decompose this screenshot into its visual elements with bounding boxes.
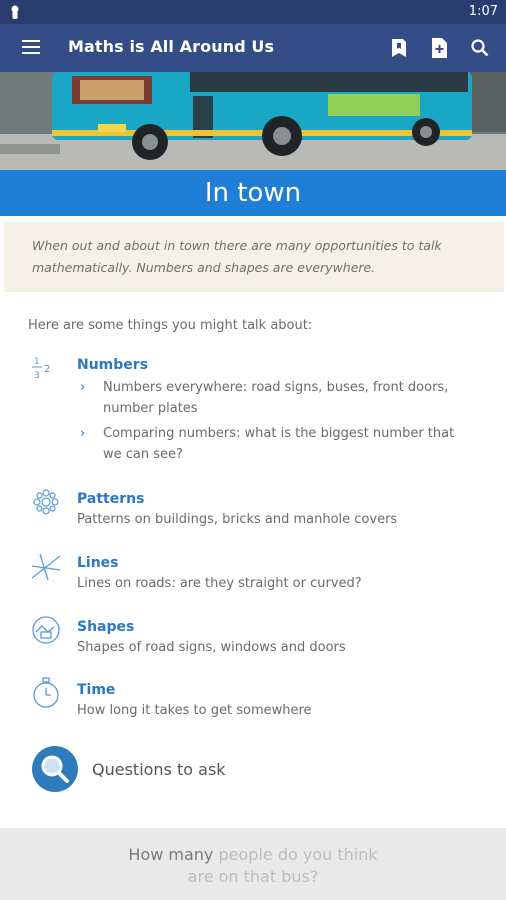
numbers-title[interactable]: Numbers <box>77 357 149 373</box>
patterns-text: Patterns on buildings, bricks and manhole covers <box>77 512 398 527</box>
time-title[interactable]: Time <box>77 682 116 698</box>
fraction-icon <box>30 354 56 384</box>
hero-image <box>0 72 506 170</box>
chevron-right-icon: › <box>80 380 86 395</box>
bookmark-icon[interactable] <box>387 36 411 60</box>
page-heading: In town <box>0 170 506 216</box>
add-page-icon[interactable] <box>427 36 451 60</box>
bus-photo <box>0 72 506 170</box>
questions-label: Questions to ask <box>92 760 226 779</box>
intro-text: When out and about in town there are many opportunities to talk mathematically. Numbers and shapes are everywhere. <box>32 238 442 275</box>
menu-icon[interactable] <box>22 40 40 54</box>
patterns-title[interactable]: Patterns <box>77 491 145 507</box>
lock-icon <box>9 4 21 20</box>
status-time: 1:07 <box>468 4 498 19</box>
svg-text:1: 1 <box>34 357 40 367</box>
lines-title[interactable]: Lines <box>77 555 119 571</box>
svg-text:2: 2 <box>44 364 51 375</box>
app-title: Maths is All Around Us <box>68 37 275 56</box>
numbers-bullet-1: Numbers everywhere: road signs, buses, front doors, number plates <box>103 380 449 416</box>
stopwatch-icon <box>30 676 62 710</box>
svg-text:3: 3 <box>34 371 40 381</box>
lead-text: Here are some things you might talk about: <box>28 318 313 333</box>
chevron-right-icon: › <box>80 426 86 441</box>
search-icon[interactable] <box>468 36 492 60</box>
pattern-icon <box>30 486 62 518</box>
questions-to-ask-button[interactable] <box>32 746 292 794</box>
numbers-bullet-2: Comparing numbers: what is the biggest number that we can see? <box>103 426 455 462</box>
time-text: How long it takes to get somewhere <box>77 703 312 718</box>
footer-question <box>0 828 506 900</box>
shapes-title[interactable]: Shapes <box>77 619 135 635</box>
shapes-text: Shapes of road signs, windows and doors <box>77 640 346 655</box>
lines-icon <box>30 552 62 582</box>
status-bar <box>0 0 506 24</box>
intro-box <box>4 222 504 292</box>
footer-line-2: are on that bus? <box>187 867 319 886</box>
magnifier-icon <box>32 746 78 792</box>
footer-line-1: How many people do you think <box>128 845 378 864</box>
shapes-icon <box>30 614 62 646</box>
lines-text: Lines on roads: are they straight or curved? <box>77 576 362 591</box>
app-bar <box>0 24 506 72</box>
